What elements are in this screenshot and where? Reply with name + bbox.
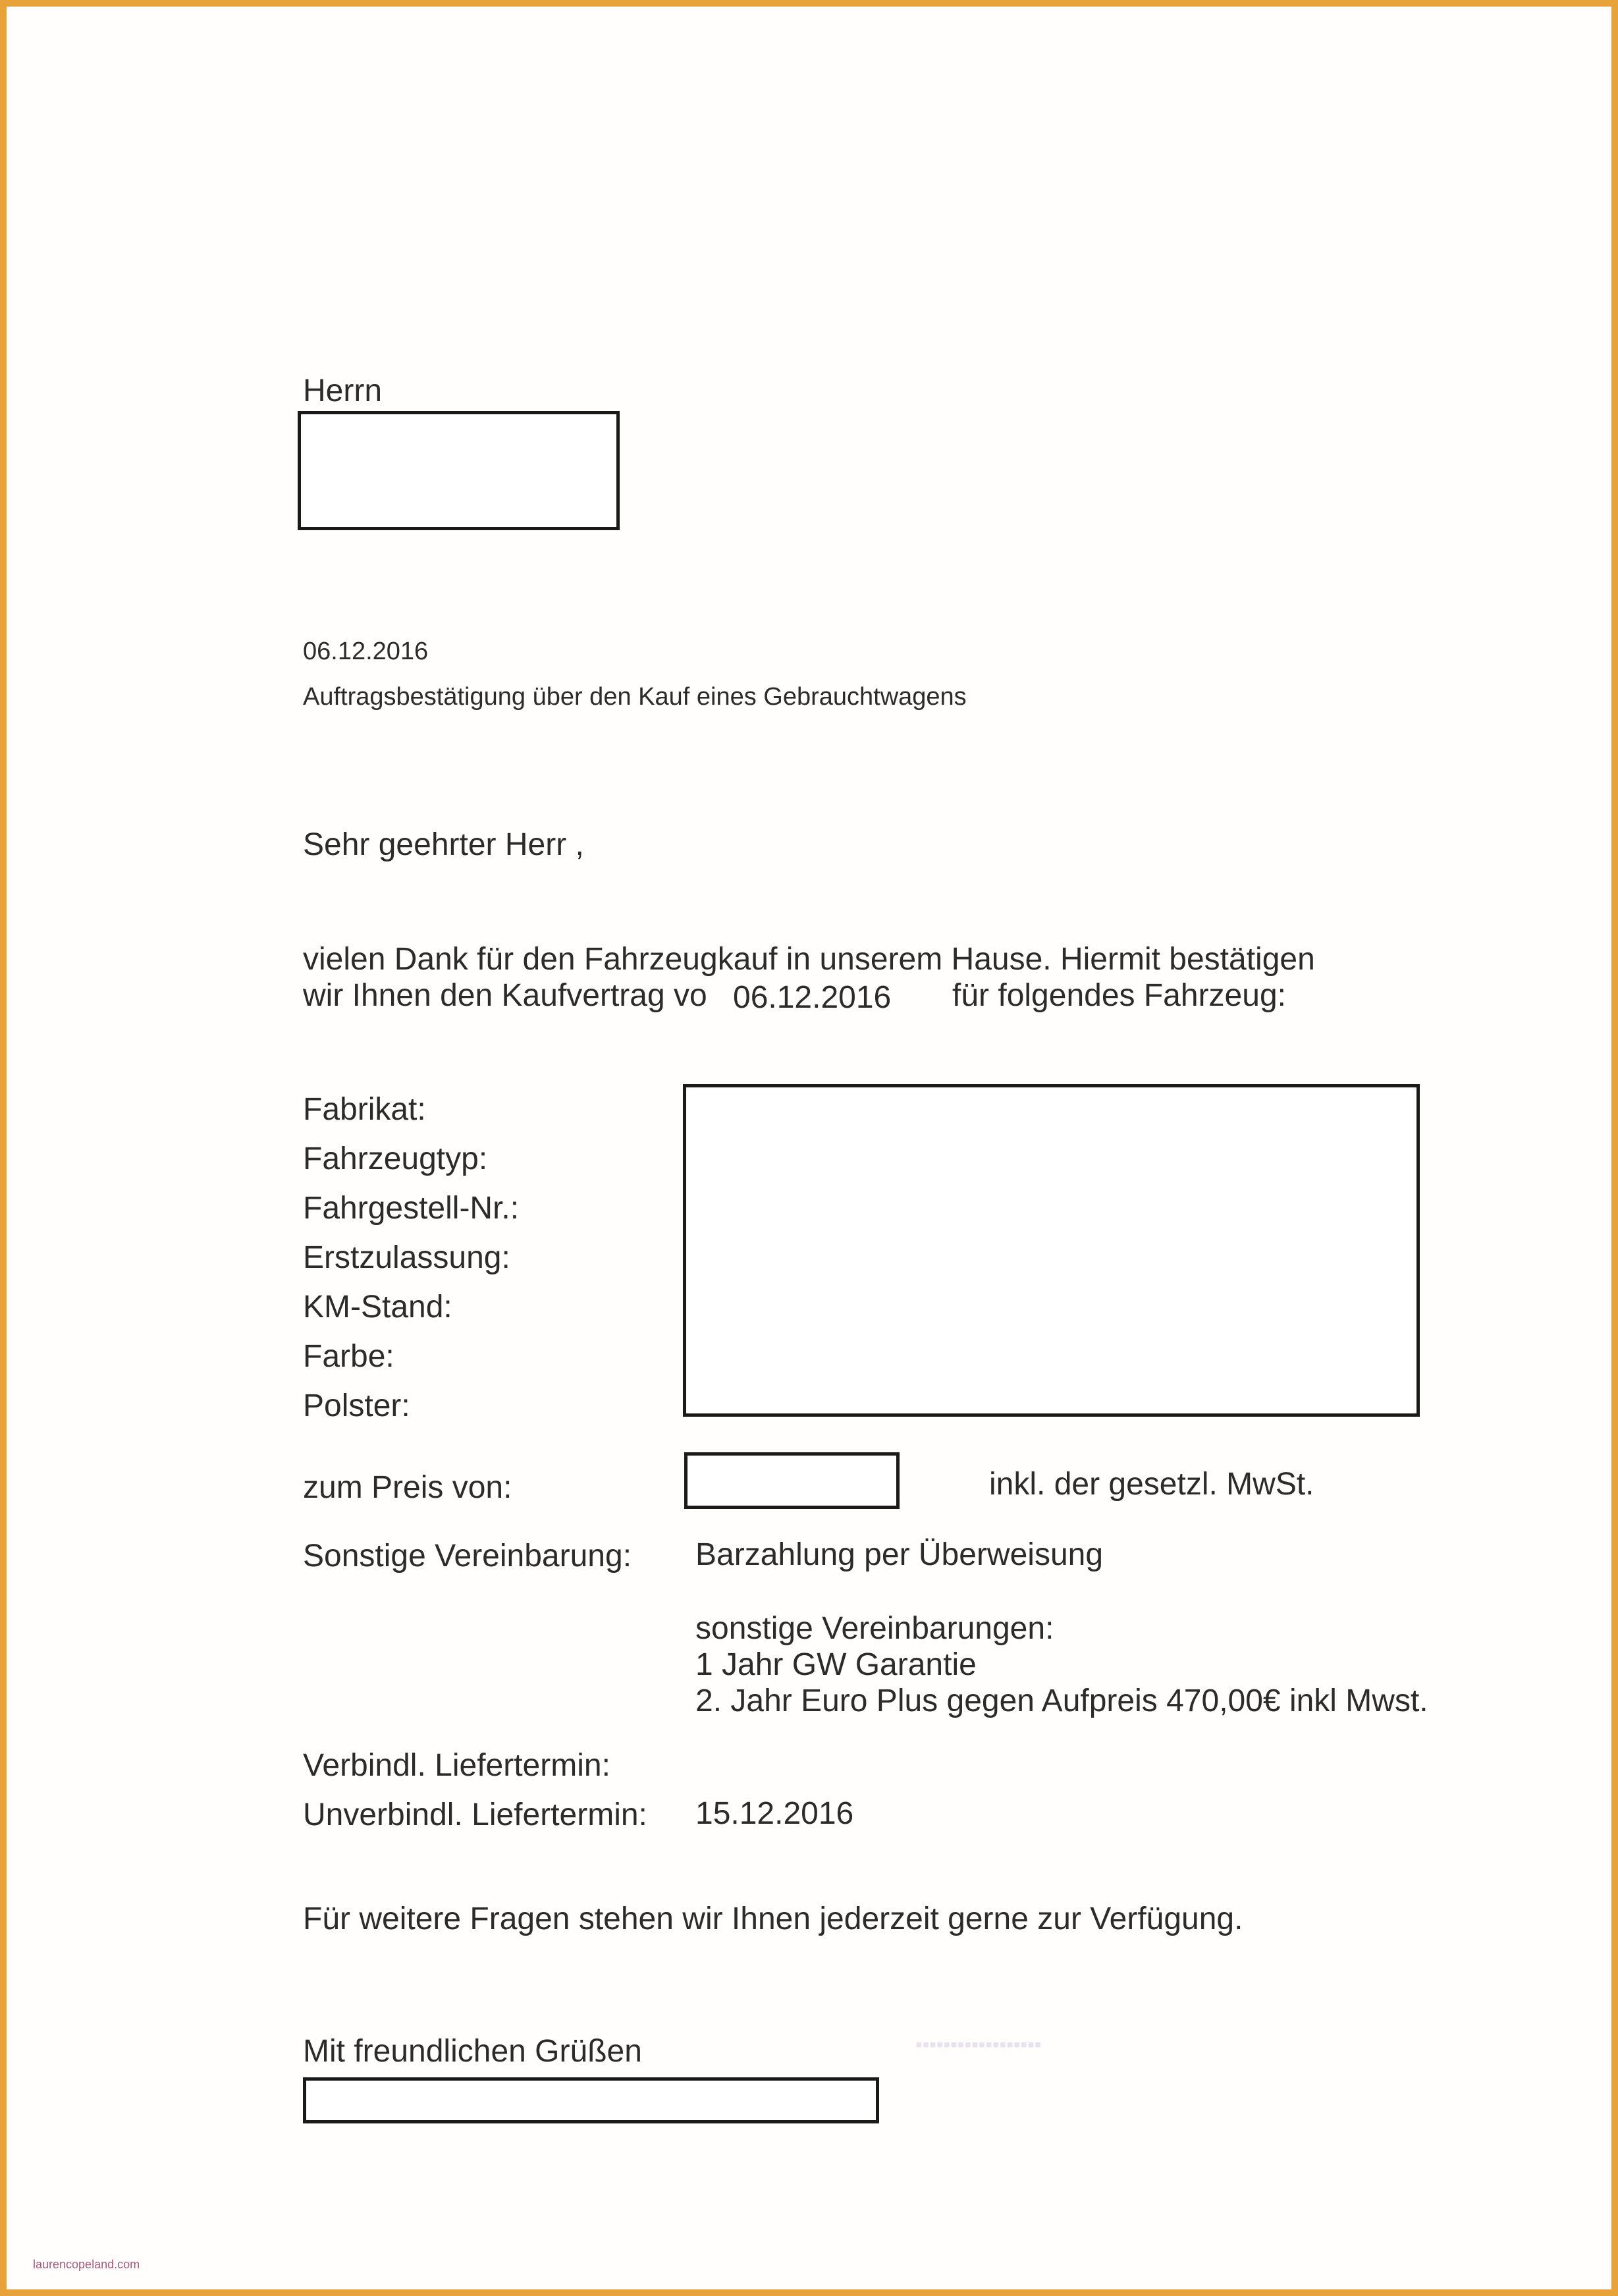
vehicle-label-make: Fabrikat: <box>303 1092 426 1127</box>
contract-date: 06.12.2016 <box>733 980 892 1015</box>
letter-date: 06.12.2016 <box>303 638 429 665</box>
delivery-nonbinding-label: Unverbindl. Liefertermin: <box>303 1797 647 1832</box>
recipient-address-box <box>298 411 620 530</box>
vehicle-label-mileage: KM-Stand: <box>303 1290 452 1325</box>
agreements-other-heading: sonstige Vereinbarungen: <box>695 1611 1054 1646</box>
intro-line-2-suffix: für folgendes Fahrzeug: <box>952 978 1286 1013</box>
watermark: laurencopeland.com <box>33 2258 140 2271</box>
signature-box <box>303 2077 879 2123</box>
intro-line-2-prefix: wir Ihnen den Kaufvertrag vo <box>303 978 707 1013</box>
intro-line-1: vielen Dank für den Fahrzeugkauf in unserem Hause. Hiermit bestätigen <box>303 942 1315 977</box>
price-tax-note: inkl. der gesetzl. MwSt. <box>989 1467 1314 1502</box>
vehicle-label-color: Farbe: <box>303 1339 394 1374</box>
agreements-other-line-2: 2. Jahr Euro Plus gegen Aufpreis 470,00€ inkl Mwst. <box>695 1683 1428 1718</box>
price-box <box>684 1452 900 1509</box>
letter-subject: Auftragsbestätigung über den Kauf eines Gebrauchtwagens <box>303 683 967 711</box>
agreements-payment: Barzahlung per Überweisung <box>695 1537 1104 1572</box>
delivery-binding-label: Verbindl. Liefertermin: <box>303 1748 610 1783</box>
vehicle-label-vin: Fahrgestell-Nr.: <box>303 1191 520 1226</box>
closing-questions: Für weitere Fragen stehen wir Ihnen jederzeit gerne zur Verfügung. <box>303 1901 1243 1936</box>
faint-stamp-mark: ▪▪▪▪▪▪▪▪▪▪▪▪▪▪▪▪▪▪ <box>915 2034 1042 2056</box>
recipient-salutation: Herrn <box>303 373 383 408</box>
vehicle-details-box <box>683 1084 1420 1417</box>
agreements-label: Sonstige Vereinbarung: <box>303 1539 632 1573</box>
vehicle-label-type: Fahrzeugtyp: <box>303 1141 488 1176</box>
agreements-other-line-1: 1 Jahr GW Garantie <box>695 1647 977 1682</box>
vehicle-label-upholstery: Polster: <box>303 1388 410 1423</box>
closing-regards: Mit freundlichen Grüßen <box>303 2034 642 2069</box>
vehicle-label-first-registration: Erstzulassung: <box>303 1240 510 1275</box>
delivery-nonbinding-date: 15.12.2016 <box>695 1796 854 1831</box>
greeting: Sehr geehrter Herr , <box>303 827 584 862</box>
price-label: zum Preis von: <box>303 1470 512 1505</box>
